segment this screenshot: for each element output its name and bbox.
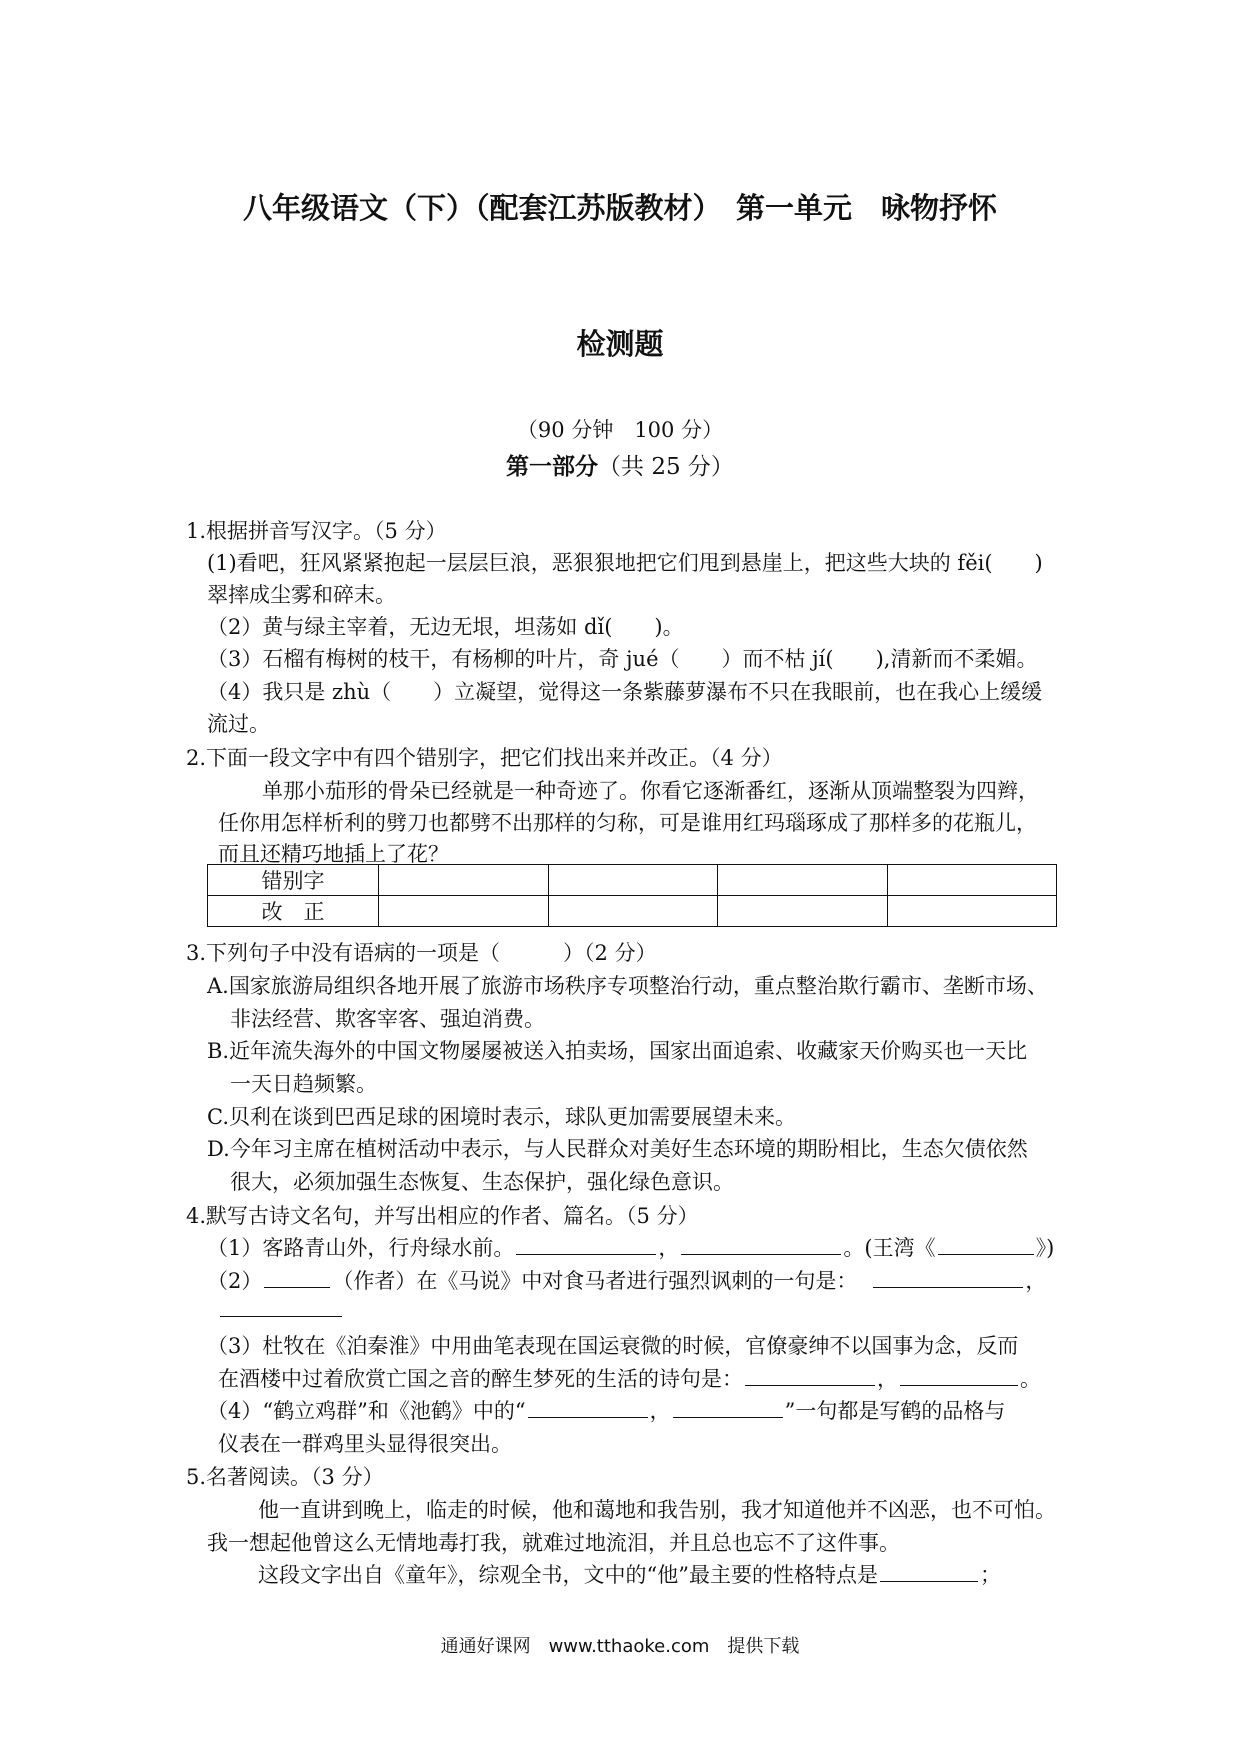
part-score: （共 25 分）: [598, 454, 734, 480]
q3-option-c: C.贝利在谈到巴西足球的困境时表示，球队更加需要展望未来。: [207, 1105, 796, 1129]
q4-line1-text: （1）客路青山外，行舟绿水前。: [207, 1236, 515, 1260]
q2-passage-line3: 而且还精巧地插上了花？: [218, 842, 449, 866]
q2-stem: 2.下面一段文字中有四个错别字，把它们找出来并改正。（4 分）: [186, 746, 783, 770]
q4-line4a-comma: ，: [649, 1399, 671, 1423]
q1-line3: （3）石榴有梅树的枝干，有杨柳的叶片，奇 jué（ ）而不枯 jí( ),清新而不柔媚。: [207, 647, 1038, 671]
q1-line4b: 流过。: [207, 712, 270, 736]
footer-source: 通通好课网 www.tthaoke.com 提供下载: [440, 1636, 800, 1657]
q4-line2: [207, 1265, 1046, 1295]
answer-blank[interactable]: [264, 1267, 330, 1288]
q1-line1a: (1)看吧，狂风紧紧抱起一层层巨浪，恶狠狠地把它们甩到悬崖上，把这些大块的 fěi( ): [207, 551, 1043, 575]
q1-line1b: 翠摔成尘雾和碎末。: [207, 583, 396, 607]
answer-cell[interactable]: [718, 865, 888, 896]
answer-blank[interactable]: [528, 1397, 648, 1418]
q4-line3b-end: 。: [1020, 1367, 1041, 1391]
answer-cell[interactable]: [548, 896, 718, 927]
q1-stem: 1.根据拼音写汉字。（5 分）: [186, 519, 447, 543]
page-title: 八年级语文（下）（配套江苏版教材） 第一单元 咏物抒怀: [242, 191, 997, 225]
answer-blank[interactable]: [938, 1234, 1034, 1255]
time-score: （90 分钟 100 分）: [516, 418, 724, 442]
answer-cell[interactable]: [379, 896, 549, 927]
q1-line4a: （4）我只是 zhù（ ）立凝望，觉得这一条紫藤萝瀑布不只在我眼前，也在我心上缓缓: [207, 680, 1043, 704]
page-subtitle: 检测题: [576, 327, 664, 361]
row-label-wrong: 错别字: [208, 865, 379, 896]
answer-blank[interactable]: [673, 1397, 783, 1418]
q4-line1-comma: ，: [658, 1236, 680, 1260]
q3-option-d-line2: 很大，必须加强生态恢复、生态保护，强化绿色意识。: [230, 1170, 734, 1194]
q4-line4a-post: ”一句都是写鹤的品格与: [784, 1399, 1006, 1423]
answer-blank[interactable]: [745, 1365, 875, 1386]
q4-line3b: [218, 1363, 1041, 1393]
answer-blank[interactable]: [873, 1267, 1023, 1288]
q4-line2-num: （2）: [207, 1269, 263, 1293]
q4-line3b-comma: ，: [877, 1367, 898, 1391]
q4-line4a-text: （4）“鹤立鸡群”和《池鹤》中的“: [207, 1399, 526, 1423]
table-row-correct: [208, 896, 1057, 927]
q4-line3a: （3）杜牧在《泊秦淮》中用曲笔表现在国运衰微的时候，官僚豪绅不以国事为念，反而: [207, 1334, 1019, 1358]
answer-blank[interactable]: [900, 1365, 1018, 1386]
q1-line2: （2）黄与绿主宰着，无边无垠，坦荡如 dǐ( )。: [207, 615, 684, 639]
q4-line1-author: 。(王湾《: [843, 1236, 936, 1260]
q3-stem: 3.下列句子中没有语病的一项是（ ）（2 分）: [186, 941, 657, 965]
q4-line2-comma: ，: [1025, 1269, 1047, 1293]
q5-passage-line1: 他一直讲到晚上，临走的时候，他和蔼地和我告别，我才知道他并不凶恶，也不可怕。: [258, 1498, 1056, 1522]
q5-question: [258, 1559, 1001, 1589]
q4-line2-continuation: [218, 1296, 344, 1322]
answer-cell[interactable]: [887, 865, 1057, 896]
q5-question-text: 这段文字出自《童年》，综观全书，文中的“他”最主要的性格特点是: [258, 1563, 878, 1587]
answer-cell[interactable]: [718, 896, 888, 927]
answer-cell[interactable]: [548, 865, 718, 896]
q5-question-end: ；: [979, 1563, 1001, 1587]
answer-blank[interactable]: [220, 1296, 342, 1317]
q3-option-a-line1: A.国家旅游局组织各地开展了旅游市场秩序专项整治行动，重点整治欺行霸市、垄断市场、: [207, 974, 1048, 998]
correction-table: [207, 864, 1057, 927]
q4-line1: [207, 1232, 1054, 1262]
q5-passage-line2: 我一想起他曾这么无情地毒打我，就难过地流泪，并且总也忘不了这件事。: [207, 1531, 900, 1555]
q4-line2-text: （作者）在《马说》中对食马者进行强烈讽刺的一句是：: [332, 1269, 858, 1293]
q4-stem: 4.默写古诗文名句，并写出相应的作者、篇名。（5 分）: [186, 1204, 699, 1228]
answer-blank[interactable]: [880, 1561, 978, 1582]
q2-passage-line2: 任你用怎样析利的劈刀也都劈不出那样的匀称，可是谁用红玛瑙琢成了那样多的花瓶儿，: [218, 811, 1037, 835]
q4-line1-end: 》): [1035, 1236, 1055, 1260]
part-heading: [0, 448, 1240, 481]
row-label-correct: 改 正: [208, 896, 379, 927]
answer-cell[interactable]: [379, 865, 549, 896]
q5-stem: 5.名著阅读。（3 分）: [186, 1465, 384, 1489]
q3-option-b-line2: 一天日趋频繁。: [230, 1072, 377, 1096]
q2-passage-line1: 单那小茄形的骨朵已经就是一种奇迹了。你看它逐渐番红，逐渐从顶端整裂为四辫，: [262, 779, 1039, 803]
q3-option-d-line1: D.今年习主席在植树活动中表示，与人民群众对美好生态环境的期盼相比，生态欠债依然: [207, 1137, 1028, 1161]
q4-line4a: [207, 1395, 1005, 1425]
answer-blank[interactable]: [516, 1234, 656, 1255]
answer-cell[interactable]: [887, 896, 1057, 927]
q3-option-b-line1: B.近年流失海外的中国文物屡屡被送入拍卖场，国家出面追索、收藏家天价购买也一天比: [207, 1039, 1028, 1063]
part-title: 第一部分: [506, 454, 599, 480]
answer-blank[interactable]: [681, 1234, 841, 1255]
q4-line3b-text: 在酒楼中过着欣赏亡国之音的醉生梦死的生活的诗句是：: [218, 1367, 743, 1391]
table-row-wrong: [208, 865, 1057, 896]
q4-line4b: 仪表在一群鸡里头显得很突出。: [218, 1432, 512, 1456]
q3-option-a-line2: 非法经营、欺客宰客、强迫消费。: [230, 1007, 545, 1031]
